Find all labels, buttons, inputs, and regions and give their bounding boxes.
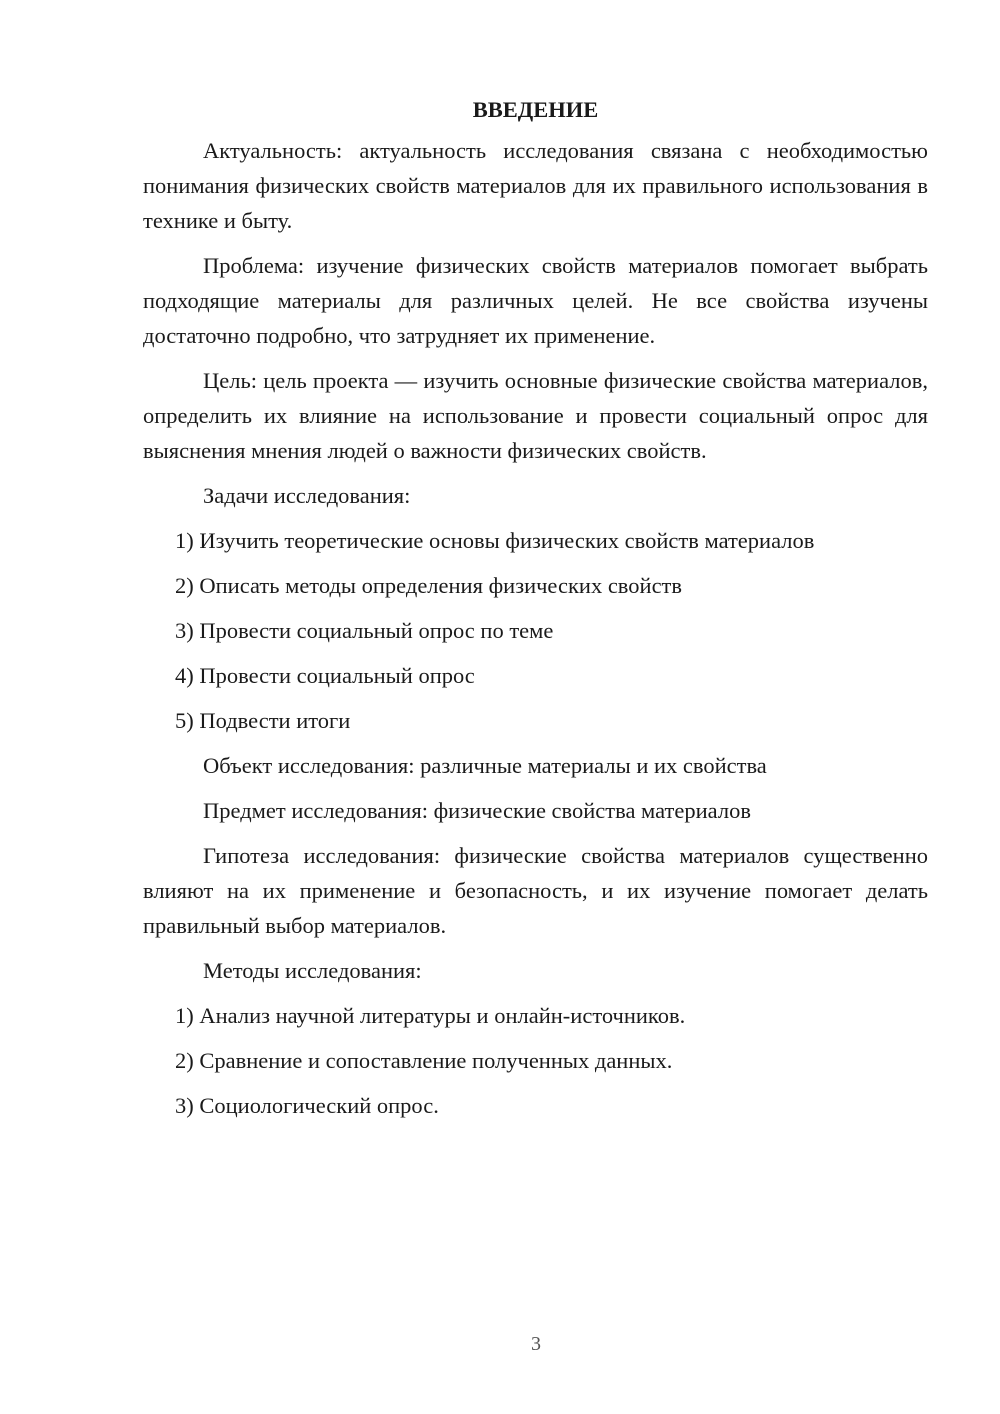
problem-paragraph: Проблема: изучение физических свойств материалов помогает выбрать подходящие материалы для различных целей. Не все свойства изучены достаточно подробно, что затрудняет их применение.: [143, 253, 928, 348]
section-title: ВВЕДЕНИЕ: [472, 97, 599, 122]
object-line: Объект исследования: различные материалы и их свойства: [203, 753, 767, 778]
tasks-heading: Задачи исследования:: [203, 483, 411, 508]
method-item: 1) Анализ научной литературы и онлайн-источников.: [175, 1003, 686, 1028]
page-number: 3: [531, 1333, 541, 1355]
page-content: [143, 92, 928, 1133]
relevance-paragraph: Актуальность: актуальность исследования связана с необходимостью понимания физических свойств материалов для их правильного использования в технике и быту.: [143, 138, 928, 233]
task-item: 5) Подвести итоги: [175, 708, 351, 733]
methods-heading: Методы исследования:: [203, 958, 422, 983]
hypothesis-paragraph: Гипотеза исследования: физические свойства материалов существенно влияют на их применение и безопасность, и их изучение помогает делать правильный выбор материалов.: [143, 843, 928, 938]
subject-line: Предмет исследования: физические свойства материалов: [203, 798, 751, 823]
task-item: 1) Изучить теоретические основы физических свойств материалов: [175, 528, 815, 553]
task-item: 2) Описать методы определения физических свойств: [175, 573, 683, 598]
method-item: 2) Сравнение и сопоставление полученных данных.: [175, 1048, 673, 1073]
task-item: 3) Провести социальный опрос по теме: [175, 618, 554, 643]
method-item: 3) Социологический опрос.: [175, 1093, 439, 1118]
task-item: 4) Провести социальный опрос: [175, 663, 475, 688]
goal-paragraph: Цель: цель проекта — изучить основные физические свойства материалов, определить их влияние на использование и провести социальный опрос для выяснения мнения людей о важности физических свойств.: [143, 368, 928, 463]
